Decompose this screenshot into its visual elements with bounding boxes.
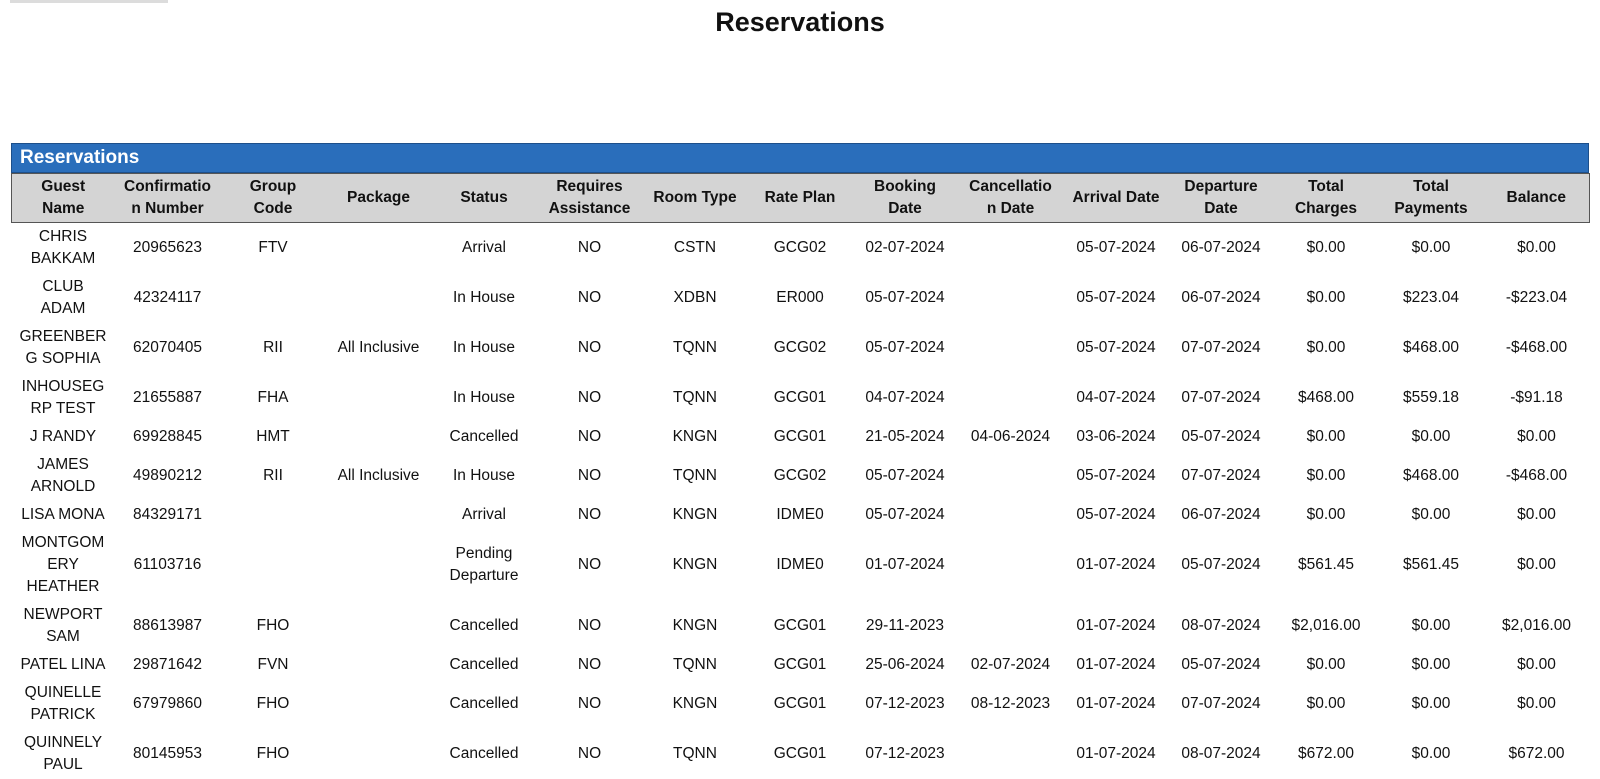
cell-group-code: FTV xyxy=(258,239,288,256)
column-header-cancellation-date: Cancellatio n Date xyxy=(958,174,1064,223)
cell-cancellation-date: 04-06-2024 xyxy=(970,428,1051,445)
cell-departure-date: 06-07-2024 xyxy=(1181,289,1261,306)
cell-guest-name: QUINNELY PAUL xyxy=(23,734,103,773)
column-header-departure-date: Departure Date xyxy=(1169,174,1274,223)
cell-departure-date: 07-07-2024 xyxy=(1181,389,1261,406)
cell-arrival-date: 05-07-2024 xyxy=(1076,506,1156,523)
cell-balance: -$223.04 xyxy=(1505,289,1568,306)
cell-booking-date: 05-07-2024 xyxy=(865,289,945,306)
cell-guest-name: J RANDY xyxy=(29,428,97,445)
cell-cancellation-date xyxy=(958,323,1064,373)
cell-status: In House xyxy=(452,289,516,306)
cell-total-charges: $561.45 xyxy=(1297,556,1355,573)
cell-total-payments: $0.00 xyxy=(1411,695,1451,712)
cell-total-charges: $672.00 xyxy=(1297,745,1355,762)
cell-cancellation-date xyxy=(958,729,1064,779)
column-header-group-code: Group Code xyxy=(221,174,326,223)
cell-confirmation-number: 80145953 xyxy=(133,745,202,762)
column-header-total-payments: Total Payments xyxy=(1379,174,1484,223)
cell-rate-plan: GCG02 xyxy=(773,339,827,356)
table-row xyxy=(12,451,1590,501)
cell-total-payments: $468.00 xyxy=(1402,339,1460,356)
cell-balance: $672.00 xyxy=(1508,745,1565,762)
cell-arrival-date: 03-06-2024 xyxy=(1076,428,1156,445)
cell-rate-plan: GCG02 xyxy=(773,239,827,256)
cell-guest-name: CHRIS BAKKAM xyxy=(30,228,96,267)
column-header-arrival-date: Arrival Date xyxy=(1064,174,1169,223)
cell-total-payments: $561.45 xyxy=(1402,556,1460,573)
cell-cancellation-date xyxy=(958,529,1064,601)
cell-package: All Inclusive xyxy=(337,467,420,484)
column-header-package: Package xyxy=(326,174,432,223)
cell-total-charges: $0.00 xyxy=(1306,339,1346,356)
cell-room-type: KNGN xyxy=(672,556,718,573)
cell-rate-plan: GCG02 xyxy=(773,467,827,484)
cell-arrival-date: 01-07-2024 xyxy=(1076,556,1156,573)
cell-group-code: FHO xyxy=(256,617,290,634)
cell-arrival-date: 05-07-2024 xyxy=(1076,289,1156,306)
cell-status: Cancelled xyxy=(449,656,519,673)
cell-group-code xyxy=(221,273,326,323)
cell-cancellation-date: 02-07-2024 xyxy=(970,656,1051,673)
cell-total-charges: $2,016.00 xyxy=(1291,617,1361,634)
reservations-report xyxy=(11,143,1589,779)
cell-package xyxy=(326,501,432,529)
cell-guest-name: LISA MONA xyxy=(21,506,105,523)
cell-requires-assistance: NO xyxy=(577,389,602,406)
cell-guest-name: NEWPORT SAM xyxy=(23,606,103,645)
cell-total-charges: $0.00 xyxy=(1306,656,1346,673)
cell-status: In House xyxy=(452,389,516,406)
cell-booking-date: 29-11-2023 xyxy=(865,617,945,634)
cell-booking-date: 01-07-2024 xyxy=(865,556,945,573)
cell-arrival-date: 01-07-2024 xyxy=(1076,656,1156,673)
cell-group-code xyxy=(221,529,326,601)
cell-confirmation-number: 42324117 xyxy=(133,289,202,306)
cell-cancellation-date xyxy=(958,451,1064,501)
column-header-guest-name: Guest Name xyxy=(12,174,115,223)
column-header-booking-date: Booking Date xyxy=(853,174,958,223)
cell-total-payments: $0.00 xyxy=(1411,745,1451,762)
cell-arrival-date: 04-07-2024 xyxy=(1076,389,1156,406)
cell-departure-date: 05-07-2024 xyxy=(1181,556,1261,573)
cell-balance: $0.00 xyxy=(1517,428,1556,445)
cell-departure-date: 05-07-2024 xyxy=(1181,656,1261,673)
cell-booking-date: 07-12-2023 xyxy=(865,695,945,712)
cell-status: Pending Departure xyxy=(449,545,519,584)
cell-total-charges: $0.00 xyxy=(1306,239,1346,256)
cell-requires-assistance: NO xyxy=(577,339,602,356)
cell-guest-name: MONTGOM ERY HEATHER xyxy=(21,534,105,595)
header-row xyxy=(12,174,1590,223)
cell-total-payments: $0.00 xyxy=(1411,617,1451,634)
cell-arrival-date: 05-07-2024 xyxy=(1076,239,1156,256)
cell-rate-plan: GCG01 xyxy=(773,428,827,445)
cell-departure-date: 07-07-2024 xyxy=(1181,695,1261,712)
cell-arrival-date: 01-07-2024 xyxy=(1076,695,1156,712)
cell-total-charges: $0.00 xyxy=(1306,695,1346,712)
cell-room-type: TQNN xyxy=(673,745,717,762)
cell-requires-assistance: NO xyxy=(577,506,602,523)
cell-group-code: RII xyxy=(263,339,283,356)
cell-group-code: FHO xyxy=(256,745,290,762)
cell-requires-assistance: NO xyxy=(577,745,602,762)
cell-room-type: CSTN xyxy=(673,239,717,256)
cell-total-payments: $223.04 xyxy=(1402,289,1460,306)
cell-confirmation-number: 69928845 xyxy=(133,428,202,445)
table-row xyxy=(12,729,1590,779)
cell-departure-date: 07-07-2024 xyxy=(1181,339,1261,356)
column-header-room-type: Room Type xyxy=(643,174,748,223)
cell-rate-plan: GCG01 xyxy=(773,389,827,406)
cell-rate-plan: ER000 xyxy=(776,289,824,306)
cell-confirmation-number: 84329171 xyxy=(133,506,202,523)
cell-total-payments: $0.00 xyxy=(1411,656,1451,673)
cell-confirmation-number: 29871642 xyxy=(133,656,202,673)
cell-cancellation-date xyxy=(958,273,1064,323)
cell-package xyxy=(326,423,432,451)
cell-status: In House xyxy=(452,339,516,356)
cell-departure-date: 06-07-2024 xyxy=(1181,506,1261,523)
cell-rate-plan: IDME0 xyxy=(776,556,824,573)
cell-guest-name: INHOUSEG RP TEST xyxy=(21,378,105,417)
cell-balance: $0.00 xyxy=(1517,656,1556,673)
cell-requires-assistance: NO xyxy=(577,467,602,484)
cell-confirmation-number: 88613987 xyxy=(133,617,202,634)
cell-rate-plan: GCG01 xyxy=(773,656,827,673)
cell-cancellation-date xyxy=(958,601,1064,651)
cell-package xyxy=(326,729,432,779)
cell-departure-date: 06-07-2024 xyxy=(1181,239,1261,256)
cell-confirmation-number: 49890212 xyxy=(133,467,202,484)
cell-departure-date: 08-07-2024 xyxy=(1181,745,1261,762)
cell-guest-name: PATEL LINA xyxy=(20,656,106,673)
cell-confirmation-number: 62070405 xyxy=(133,339,202,356)
cell-total-payments: $0.00 xyxy=(1411,428,1451,445)
table-row xyxy=(12,223,1590,274)
table-row xyxy=(12,323,1590,373)
cell-package xyxy=(326,679,432,729)
cell-guest-name: JAMES ARNOLD xyxy=(30,456,96,495)
table-row xyxy=(12,651,1590,679)
cell-arrival-date: 01-07-2024 xyxy=(1076,617,1156,634)
cell-group-code: FHO xyxy=(256,695,290,712)
cell-package xyxy=(326,529,432,601)
table-row xyxy=(12,501,1590,529)
cell-package xyxy=(326,373,432,423)
cell-status: Arrival xyxy=(462,239,506,256)
cell-requires-assistance: NO xyxy=(577,556,602,573)
cell-total-charges: $0.00 xyxy=(1306,506,1346,523)
cell-cancellation-date xyxy=(958,501,1064,529)
column-header-status: Status xyxy=(432,174,537,223)
cell-requires-assistance: NO xyxy=(577,289,602,306)
table-row xyxy=(12,373,1590,423)
cell-status: Cancelled xyxy=(449,617,519,634)
column-header-rate-plan: Rate Plan xyxy=(748,174,853,223)
cell-status: Cancelled xyxy=(449,695,519,712)
cell-total-charges: $0.00 xyxy=(1306,428,1346,445)
cell-group-code: RII xyxy=(263,467,283,484)
cell-arrival-date: 01-07-2024 xyxy=(1076,745,1156,762)
cell-booking-date: 21-05-2024 xyxy=(865,428,945,445)
cell-group-code xyxy=(221,501,326,529)
cell-balance: -$468.00 xyxy=(1505,339,1568,356)
cell-booking-date: 02-07-2024 xyxy=(865,239,945,256)
cell-requires-assistance: NO xyxy=(577,656,602,673)
cell-room-type: XDBN xyxy=(673,289,717,306)
cell-group-code: FHA xyxy=(257,389,289,406)
cell-status: Cancelled xyxy=(449,745,519,762)
cell-room-type: KNGN xyxy=(672,617,718,634)
cell-rate-plan: GCG01 xyxy=(773,695,827,712)
cell-balance: $2,016.00 xyxy=(1502,617,1571,634)
cell-status: Arrival xyxy=(462,506,506,523)
cell-status: In House xyxy=(452,467,516,484)
cell-confirmation-number: 61103716 xyxy=(133,556,202,573)
cell-total-payments: $468.00 xyxy=(1402,467,1460,484)
column-header-confirmation-number: Confirmatio n Number xyxy=(115,174,221,223)
table-row xyxy=(12,601,1590,651)
cell-balance: -$91.18 xyxy=(1510,389,1563,406)
cell-departure-date: 08-07-2024 xyxy=(1181,617,1261,634)
cell-total-payments: $0.00 xyxy=(1411,506,1451,523)
cell-package xyxy=(326,651,432,679)
cell-confirmation-number: 67979860 xyxy=(133,695,202,712)
cell-rate-plan: GCG01 xyxy=(773,617,827,634)
cell-room-type: TQNN xyxy=(673,656,717,673)
page-title: Reservations xyxy=(715,7,885,37)
cell-rate-plan: IDME0 xyxy=(776,506,824,523)
cell-total-charges: $468.00 xyxy=(1297,389,1355,406)
cell-room-type: TQNN xyxy=(673,339,717,356)
table-row xyxy=(12,679,1590,729)
cell-arrival-date: 05-07-2024 xyxy=(1076,467,1156,484)
cell-group-code: HMT xyxy=(256,428,290,445)
cell-package xyxy=(326,273,432,323)
cell-departure-date: 07-07-2024 xyxy=(1181,467,1261,484)
cell-booking-date: 04-07-2024 xyxy=(865,389,945,406)
cell-guest-name: QUINELLE PATRICK xyxy=(24,684,102,723)
cell-total-charges: $0.00 xyxy=(1306,467,1346,484)
table-row xyxy=(12,529,1590,601)
cell-package xyxy=(326,223,432,274)
cell-room-type: KNGN xyxy=(672,428,718,445)
cell-confirmation-number: 21655887 xyxy=(133,389,202,406)
cell-room-type: KNGN xyxy=(672,506,718,523)
cell-cancellation-date xyxy=(958,373,1064,423)
cell-total-charges: $0.00 xyxy=(1306,289,1346,306)
column-header-total-charges: Total Charges xyxy=(1274,174,1379,223)
cell-booking-date: 05-07-2024 xyxy=(865,506,945,523)
cell-booking-date: 05-07-2024 xyxy=(865,339,945,356)
cell-cancellation-date: 08-12-2023 xyxy=(970,695,1051,712)
cell-total-payments: $559.18 xyxy=(1402,389,1460,406)
cell-balance: $0.00 xyxy=(1517,695,1556,712)
cell-room-type: KNGN xyxy=(672,695,718,712)
cell-total-payments: $0.00 xyxy=(1411,239,1451,256)
cell-status: Cancelled xyxy=(449,428,519,445)
cell-cancellation-date xyxy=(958,223,1064,274)
cell-booking-date: 25-06-2024 xyxy=(865,656,945,673)
cell-room-type: TQNN xyxy=(673,467,717,484)
cell-confirmation-number: 20965623 xyxy=(133,239,202,256)
cell-guest-name: GREENBER G SOPHIA xyxy=(19,328,107,367)
table-row xyxy=(12,423,1590,451)
reservations-table xyxy=(11,173,1590,779)
cell-booking-date: 05-07-2024 xyxy=(865,467,945,484)
cell-balance: $0.00 xyxy=(1517,556,1556,573)
column-header-requires-assistance: Requires Assistance xyxy=(537,174,643,223)
section-header: Reservations xyxy=(11,143,1589,173)
cell-arrival-date: 05-07-2024 xyxy=(1076,339,1156,356)
cell-guest-name: CLUB ADAM xyxy=(40,278,86,317)
cell-requires-assistance: NO xyxy=(577,239,602,256)
cell-room-type: TQNN xyxy=(673,389,717,406)
cell-departure-date: 05-07-2024 xyxy=(1181,428,1261,445)
cell-requires-assistance: NO xyxy=(577,695,602,712)
cell-balance: -$468.00 xyxy=(1505,467,1568,484)
column-header-balance: Balance xyxy=(1484,174,1590,223)
cell-package: All Inclusive xyxy=(337,339,420,356)
cell-booking-date: 07-12-2023 xyxy=(865,745,945,762)
cell-group-code: FVN xyxy=(257,656,289,673)
cell-package xyxy=(326,601,432,651)
cell-rate-plan: GCG01 xyxy=(773,745,827,762)
table-row xyxy=(12,273,1590,323)
cell-requires-assistance: NO xyxy=(577,617,602,634)
cell-requires-assistance: NO xyxy=(577,428,602,445)
cell-balance: $0.00 xyxy=(1517,239,1556,256)
cell-balance: $0.00 xyxy=(1517,506,1556,523)
